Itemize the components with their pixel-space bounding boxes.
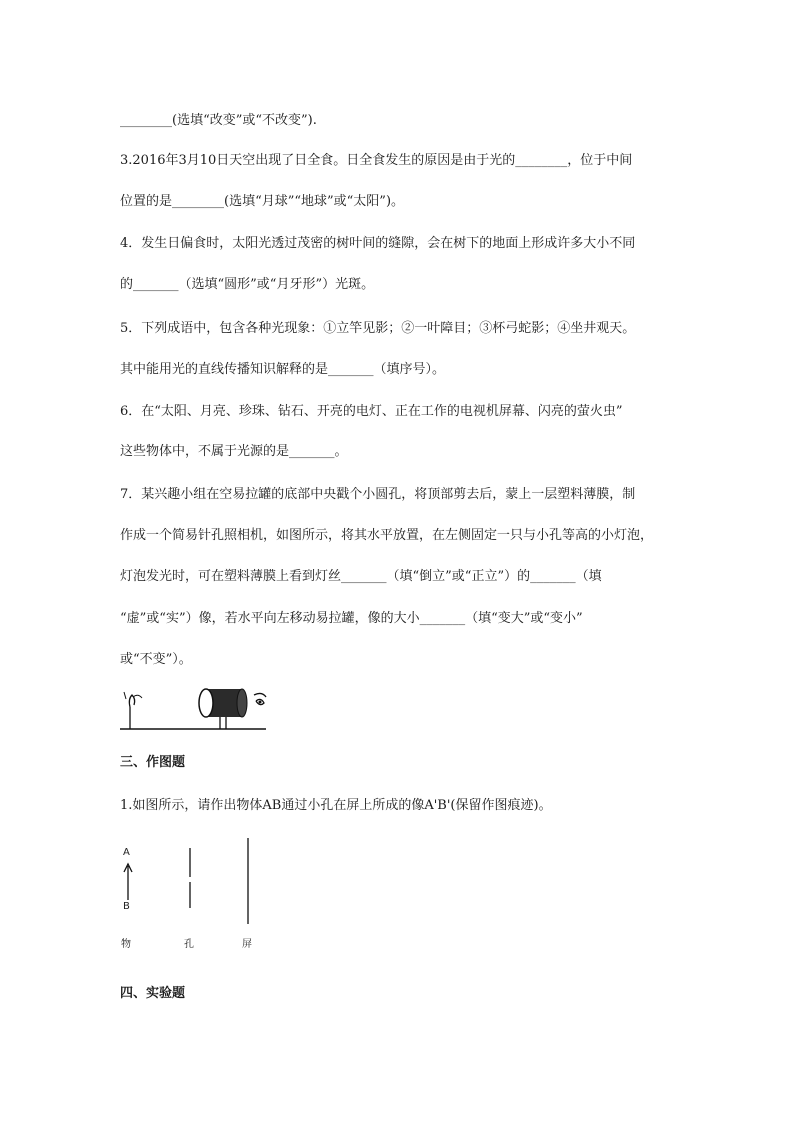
text-line-1: ________(选填“改变”或“不改变”). bbox=[120, 113, 317, 128]
text-line-9: 这些物体中，不属于光源的是_______。 bbox=[120, 444, 348, 459]
text-line-14: 或“不变”）。 bbox=[120, 652, 192, 667]
text-line-8: 6．在“太阳、月亮、珍珠、钻石、开亮的电灯、正在工作的电视机屏幕、闪亮的萤火虫” bbox=[120, 404, 623, 419]
eye-icon bbox=[254, 693, 266, 704]
text-line-4: 4．发生日偏食时，太阳光透过茂密的树叶间的缝隙，会在树下的地面上形成许多大小不同 bbox=[120, 236, 636, 251]
bulb-icon bbox=[124, 692, 142, 729]
pinhole-imaging-figure bbox=[118, 834, 268, 954]
text-line-5: 的_______（选填“圆形”或“月牙形”）光斑。 bbox=[120, 277, 375, 292]
label-object: 物 bbox=[121, 939, 131, 950]
label-screen: 屏 bbox=[242, 939, 252, 950]
section-three-title: 三、作图题 bbox=[120, 755, 186, 770]
text-line-11: 作成一个简易针孔照相机，如图所示，将其水平放置，在左侧固定一只与小孔等高的小灯泡， bbox=[120, 528, 654, 543]
pinhole-camera-figure bbox=[118, 683, 278, 735]
text-line-3: 位置的是________(选填“月球”“地球”或“太阳”)。 bbox=[120, 194, 405, 209]
section-four-title: 四、实验题 bbox=[120, 986, 186, 1001]
text-line-2: 3.2016年3月10日天空出现了日全食。日全食发生的原因是由于光的________，位于中间 bbox=[120, 153, 633, 168]
text-line-12: 灯泡发光时，可在塑料薄膜上看到灯丝_______（填“倒立”或“正立”）的_______（填 bbox=[120, 569, 602, 584]
text-line-13: “虚”或“实”）像，若水平向左移动易拉罐，像的大小_______（填“变大”或“变小” bbox=[120, 611, 583, 626]
text-line-10: 7．某兴趣小组在空易拉罐的底部中央戳个小圆孔，将顶部剪去后，蒙上一层塑料薄膜，制 bbox=[120, 487, 636, 502]
text-line-6: 5．下列成语中，包含各种光现象：①立竿见影；②一叶障目；③杯弓蛇影；④坐井观天。 bbox=[120, 321, 636, 336]
label-hole: 孔 bbox=[184, 939, 194, 950]
label-b: B bbox=[123, 901, 130, 912]
question-one-text: 1.如图所示，请作出物体AB通过小孔在屏上所成的像A'B'(保留作图痕迹)。 bbox=[120, 798, 552, 813]
text-line-7: 其中能用光的直线传播知识解释的是_______（填序号）。 bbox=[120, 362, 446, 377]
can-icon bbox=[199, 689, 247, 729]
label-a: A bbox=[123, 847, 130, 858]
